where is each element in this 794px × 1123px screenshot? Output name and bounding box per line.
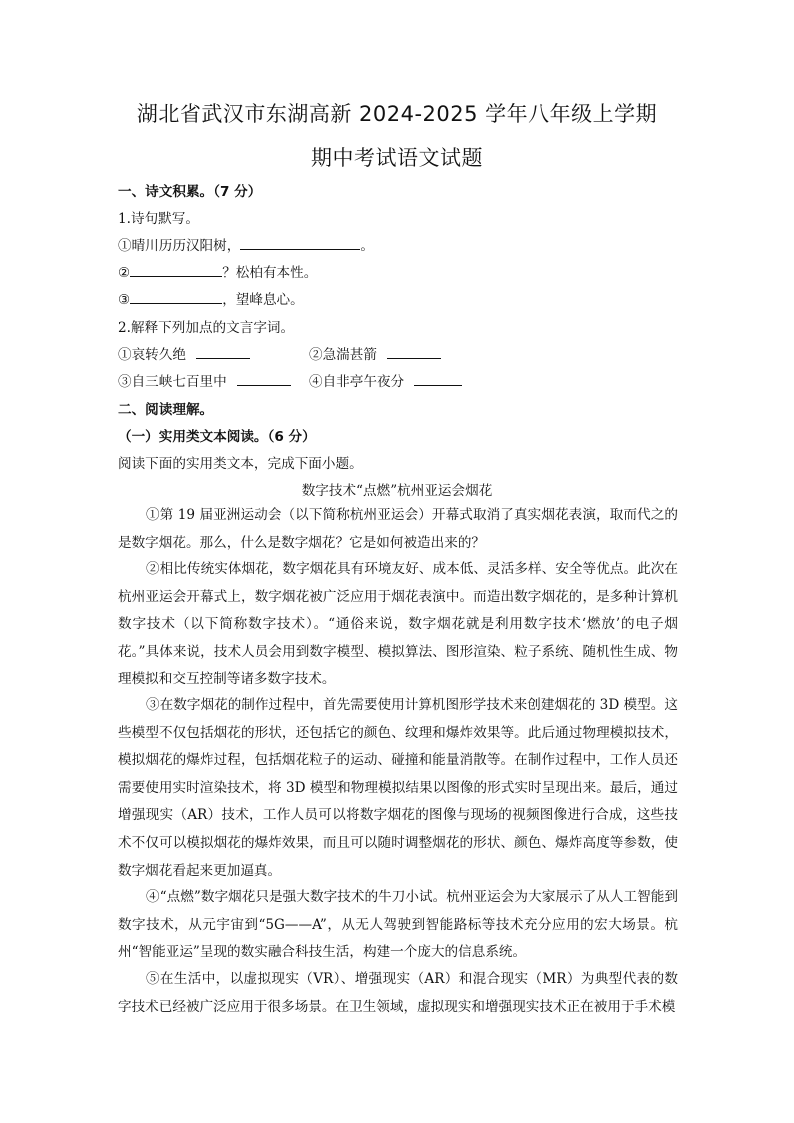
answer-blank [414,372,462,386]
question-1-prompt: 1.诗句默写。 [118,211,199,227]
article-title: 数字技术“点燃”杭州亚运会烟花 [301,483,493,499]
question-2a-text: ①哀转久绝 [118,347,186,363]
answer-blank [387,345,441,359]
question-2a [118,343,250,363]
answer-blank [196,345,250,359]
question-2d-text: ④自非亭午夜分 [309,374,405,390]
article-paragraph-2: ②相比传统实体烟花，数字烟花具有环境友好、成本低、灵活多样、安全等优点。此次在杭州亚运会开幕式上，数字烟花被广泛应用于烟花表演中。而造出数字烟花的，是多种计算机数字技术（以下简称数字技术）。“通俗来说，数字烟花就是利用数字技术‘燃放’的电子烟花。”具体来说，技术人员会用到数字模型、模拟算法、图形渲染、粒子系统、随机性生成、物理模拟和交互控制等诸多数字技术。 [118,561,678,688]
question-1a [118,234,374,254]
question-2b-text: ②急湍甚箭 [309,347,377,363]
question-1c-end: ，望峰息心。 [222,292,304,308]
question-1b [118,261,317,281]
question-1b-end: ？松柏有本性。 [222,265,318,281]
answer-blank [237,372,291,386]
answer-blank [240,236,360,250]
question-2-prompt: 2.解释下列加点的文言字词。 [118,320,295,336]
question-2d [309,370,462,390]
subsection-heading-practical: （一）实用类文本阅读。（6 分） [118,429,316,445]
reading-instruction: 阅读下面的实用类文本，完成下面小题。 [118,456,363,472]
answer-blank [130,290,222,304]
question-1c-text: ③ [118,292,131,308]
question-2c [118,370,291,390]
question-1c [118,288,304,308]
section-heading-poetry: 一、诗文积累。（7 分） [118,184,262,200]
question-1a-text: ①晴川历历汉阳树， [118,238,241,254]
exam-title-line1: 湖北省武汉市东湖高新 2024-2025 学年八年级上学期 [136,102,658,126]
question-1b-text: ② [118,265,131,281]
question-2c-text: ③自三峡七百里中 [118,374,227,390]
article-paragraph-4: ④“点燃”数字烟花只是强大数字技术的牛刀小试。杭州亚运会为大家展示了从人工智能到数字技术，从元宇宙到“5G——A”，从无人驾驶到智能路标等技术充分应用的宏大场景。杭州“智能亚运”呈现的数实融合科技生活，构建一个庞大的信息系统。 [118,889,678,961]
exam-title-line2: 期中考试语文试题 [311,146,483,170]
answer-blank [130,263,222,277]
article-paragraph-3: ③在数字烟花的制作过程中，首先需要使用计算机图形学技术来创建烟花的 3D 模型。这些模型不仅包括烟花的形状，还包括它的颜色、纹理和爆炸效果等。此后通过物理模拟技术，模拟烟花的爆炸过程，包括烟花粒子的运动、碰撞和能量消散等。在制作过程中，工作人员还需要使用实时渲染技术，将 3D 模型和物理模拟结果以图像的形式实时呈现出来。最后，通过增强现实（AR）技术，工作人员可以将数字烟花的图像与现场的视频图像进行合成，这些技术不仅可以模拟烟花的爆炸效果，而且可以随时调整烟花的形状、颜色、爆炸高度等参数，使数字烟花看起来更加逼真。 [118,697,678,879]
question-2b [309,343,441,363]
article-paragraph-5: ⑤在生活中，以虚拟现实（VR）、增强现实（AR）和混合现实（MR）为典型代表的数字技术已经被广泛应用于很多场景。在卫生领域，虚拟现实和增强现实技术正在被用于手术模 [118,971,678,1015]
article-paragraph-1: ①第 19 届亚洲运动会（以下简称杭州亚运会）开幕式取消了真实烟花表演，取而代之的是数字烟花。那么，什么是数字烟花？它是如何被造出来的？ [118,507,678,551]
question-1a-end: 。 [360,238,374,254]
section-heading-reading: 二、阅读理解。 [118,402,214,418]
